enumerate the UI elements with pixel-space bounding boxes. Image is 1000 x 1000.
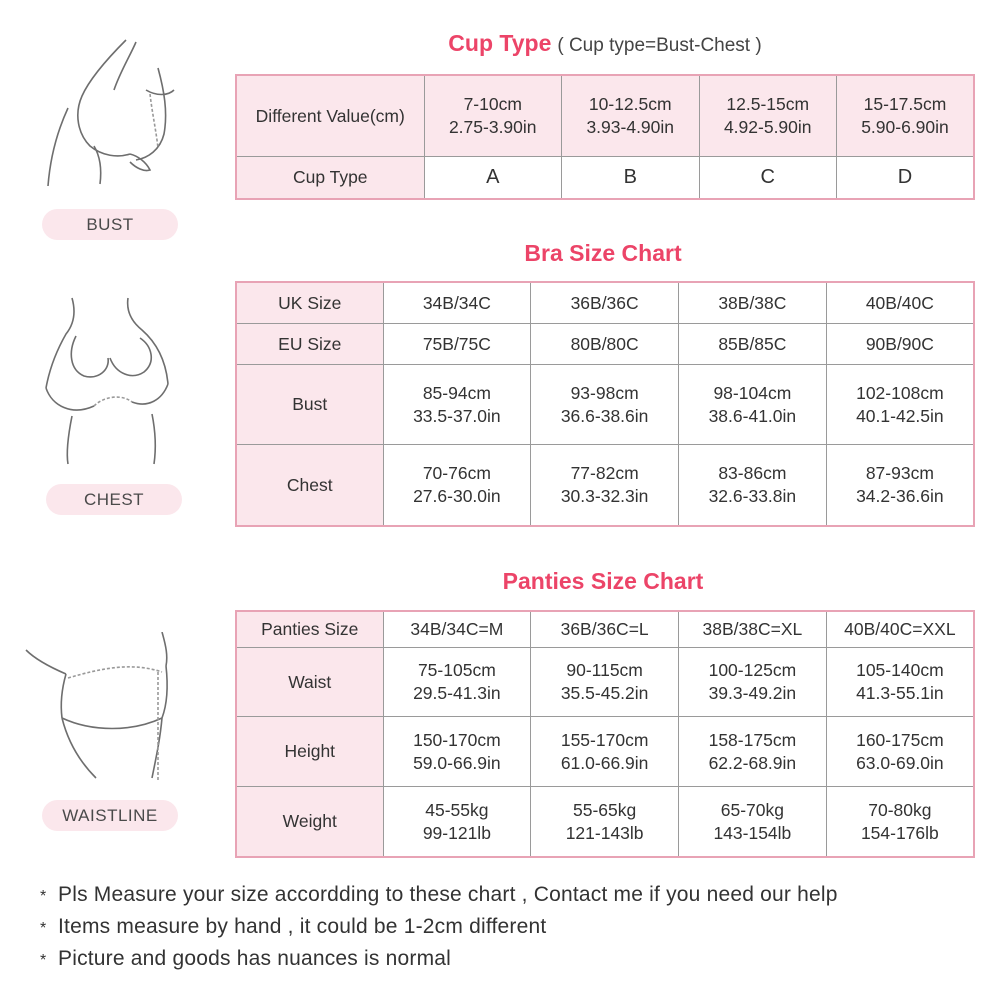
table-cell: [837, 75, 975, 157]
cell-secondary: 3.93-4.90in: [586, 117, 675, 138]
cell-secondary: 34.2-36.6in: [856, 486, 944, 507]
table-row: [236, 365, 974, 445]
note-star: *: [40, 952, 47, 969]
table-cell: [826, 365, 974, 445]
cell-primary: 40B/40C: [865, 292, 934, 313]
cell-primary: 85-94cm: [422, 382, 491, 403]
table-cell: [531, 282, 679, 324]
cell-primary: 105-140cm: [856, 660, 944, 681]
table-cell: [679, 647, 827, 717]
table-cell: [679, 324, 827, 365]
table-row: [236, 282, 974, 324]
cell-secondary: 143-154lb: [713, 822, 792, 843]
row-header: Different Value(cm): [236, 75, 424, 157]
cell-primary: 93-98cm: [570, 382, 639, 403]
cell-secondary: 41.3-55.1in: [856, 683, 944, 704]
cell-secondary: 36.6-38.6in: [560, 405, 649, 426]
note-text: Items measure by hand , it could be 1-2cm different: [58, 915, 547, 938]
note-text: Pls Measure your size accordding to these chart , Contact me if you need our help: [58, 883, 838, 906]
table-cell: [679, 611, 827, 647]
table-cell: [531, 365, 679, 445]
table-cell: [531, 445, 679, 526]
cell-secondary: 38.6-41.0in: [708, 405, 797, 426]
chest-label: CHEST: [46, 484, 182, 515]
table-cell: [383, 365, 531, 445]
cell-primary: 70-76cm: [422, 463, 491, 484]
table-cell: [531, 647, 679, 717]
table-cell: [531, 787, 679, 857]
note-star: *: [40, 888, 47, 905]
row-header: Chest: [236, 445, 383, 526]
table-cell: [699, 75, 837, 157]
note-text: Picture and goods has nuances is normal: [58, 947, 452, 970]
cell-primary: B: [623, 166, 637, 189]
row-header: Height: [236, 717, 383, 787]
cell-primary: A: [486, 166, 500, 189]
cell-secondary: 59.0-66.9in: [413, 752, 501, 773]
cell-primary: 77-82cm: [570, 463, 639, 484]
cell-secondary: 99-121lb: [422, 822, 491, 843]
table-row: [236, 157, 974, 199]
cup-type-heading: [236, 30, 974, 57]
chest-measure-illustration: [32, 296, 192, 466]
row-header: EU Size: [236, 324, 383, 365]
table-row: [236, 647, 974, 717]
cell-secondary: 61.0-66.9in: [560, 752, 649, 773]
cell-primary: 7-10cm: [463, 94, 522, 115]
table-cell: [531, 324, 679, 365]
cell-secondary: 30.3-32.3in: [560, 486, 649, 507]
table-cell: [383, 787, 531, 857]
waistline-label: WAISTLINE: [42, 800, 178, 831]
note-item: [40, 880, 838, 912]
table-row: [236, 445, 974, 526]
bust-measure-illustration: [38, 38, 188, 188]
note-item: [40, 944, 838, 976]
panties-chart-title: Panties Size Chart: [502, 568, 704, 594]
cell-primary: 158-175cm: [708, 729, 797, 750]
cell-secondary: 32.6-33.8in: [708, 486, 797, 507]
cell-secondary: 63.0-69.0in: [856, 752, 944, 773]
panties-size-table: [235, 610, 975, 858]
table-cell: [383, 611, 531, 647]
cell-primary: 70-80kg: [868, 799, 932, 820]
cell-primary: 150-170cm: [413, 729, 501, 750]
cup-type-title: Cup Type: [448, 30, 552, 56]
row-header: UK Size: [236, 282, 383, 324]
cell-primary: 40B/40C=XXL: [844, 618, 956, 639]
table-row: [236, 787, 974, 857]
table-cell: [826, 647, 974, 717]
bra-chart-title: Bra Size Chart: [524, 240, 682, 266]
table-cell: [679, 787, 827, 857]
table-row: [236, 75, 974, 157]
table-cell: [826, 717, 974, 787]
cell-secondary: 121-143lb: [565, 822, 644, 843]
cell-primary: 75-105cm: [417, 660, 496, 681]
cell-primary: 34B/34C=M: [410, 618, 504, 639]
table-cell: [679, 282, 827, 324]
table-cell: [531, 611, 679, 647]
cell-primary: 98-104cm: [713, 382, 792, 403]
table-cell: [383, 282, 531, 324]
cell-primary: 12.5-15cm: [726, 94, 810, 115]
cell-secondary: 2.75-3.90in: [448, 117, 537, 138]
waistline-measure-illustration: [22, 632, 192, 782]
table-cell: [383, 717, 531, 787]
cell-primary: 100-125cm: [708, 660, 797, 681]
cell-primary: C: [760, 166, 775, 189]
note-star: *: [40, 920, 47, 937]
cup-type-subtitle: ( Cup type=Bust-Chest ): [557, 35, 762, 56]
table-cell: [679, 365, 827, 445]
cell-primary: 87-93cm: [865, 463, 934, 484]
table-cell: [837, 157, 975, 199]
table-cell: [562, 157, 700, 199]
cell-primary: 65-70kg: [720, 799, 784, 820]
table-cell: [826, 324, 974, 365]
cell-primary: 90-115cm: [566, 660, 643, 681]
cell-primary: 90B/90C: [865, 333, 934, 354]
cell-primary: 10-12.5cm: [588, 94, 672, 115]
cell-secondary: 154-176lb: [860, 822, 939, 843]
table-cell: [679, 445, 827, 526]
cell-primary: 55-65kg: [573, 799, 637, 820]
cup-type-table: [235, 74, 975, 200]
table-row: [236, 324, 974, 365]
cell-secondary: 35.5-45.2in: [560, 683, 649, 704]
cell-primary: 85B/85C: [718, 333, 787, 354]
table-cell: [531, 717, 679, 787]
table-cell: [424, 157, 562, 199]
row-header: Weight: [236, 787, 383, 857]
cell-secondary: 39.3-49.2in: [708, 683, 797, 704]
cell-primary: 36B/36C=L: [560, 618, 649, 639]
cell-secondary: 27.6-30.0in: [413, 486, 501, 507]
table-cell: [826, 611, 974, 647]
cell-primary: 83-86cm: [718, 463, 787, 484]
cell-primary: 15-17.5cm: [863, 94, 947, 115]
cell-secondary: 5.90-6.90in: [861, 117, 949, 138]
cell-secondary: 62.2-68.9in: [708, 752, 797, 773]
table-row: [236, 717, 974, 787]
bra-size-table: [235, 281, 975, 527]
cell-primary: 38B/38C=XL: [702, 618, 803, 639]
table-cell: [826, 787, 974, 857]
notes-list: [40, 880, 838, 976]
table-cell: [826, 445, 974, 526]
table-row: [236, 611, 974, 647]
cell-primary: 102-108cm: [856, 382, 944, 403]
cell-primary: 36B/36C: [570, 292, 639, 313]
row-header: Cup Type: [236, 157, 424, 199]
cell-secondary: 4.92-5.90in: [723, 117, 812, 138]
cell-secondary: 40.1-42.5in: [856, 405, 944, 426]
table-cell: [424, 75, 562, 157]
cell-primary: 38B/38C: [718, 292, 787, 313]
table-cell: [699, 157, 837, 199]
row-header: Bust: [236, 365, 383, 445]
table-cell: [562, 75, 700, 157]
row-header: Waist: [236, 647, 383, 717]
row-header: Panties Size: [236, 611, 383, 647]
note-item: [40, 912, 838, 944]
table-cell: [383, 324, 531, 365]
cell-primary: D: [897, 166, 913, 189]
cell-primary: 34B/34C: [422, 292, 491, 313]
table-cell: [679, 717, 827, 787]
cell-primary: 45-55kg: [425, 799, 489, 820]
table-cell: [826, 282, 974, 324]
table-cell: [383, 445, 531, 526]
cell-secondary: 33.5-37.0in: [413, 405, 501, 426]
bust-label: BUST: [42, 209, 178, 240]
table-cell: [383, 647, 531, 717]
cell-primary: 75B/75C: [422, 333, 491, 354]
cell-secondary: 29.5-41.3in: [413, 683, 501, 704]
cell-primary: 80B/80C: [570, 333, 639, 354]
cell-primary: 160-175cm: [856, 729, 944, 750]
cell-primary: 155-170cm: [560, 729, 649, 750]
